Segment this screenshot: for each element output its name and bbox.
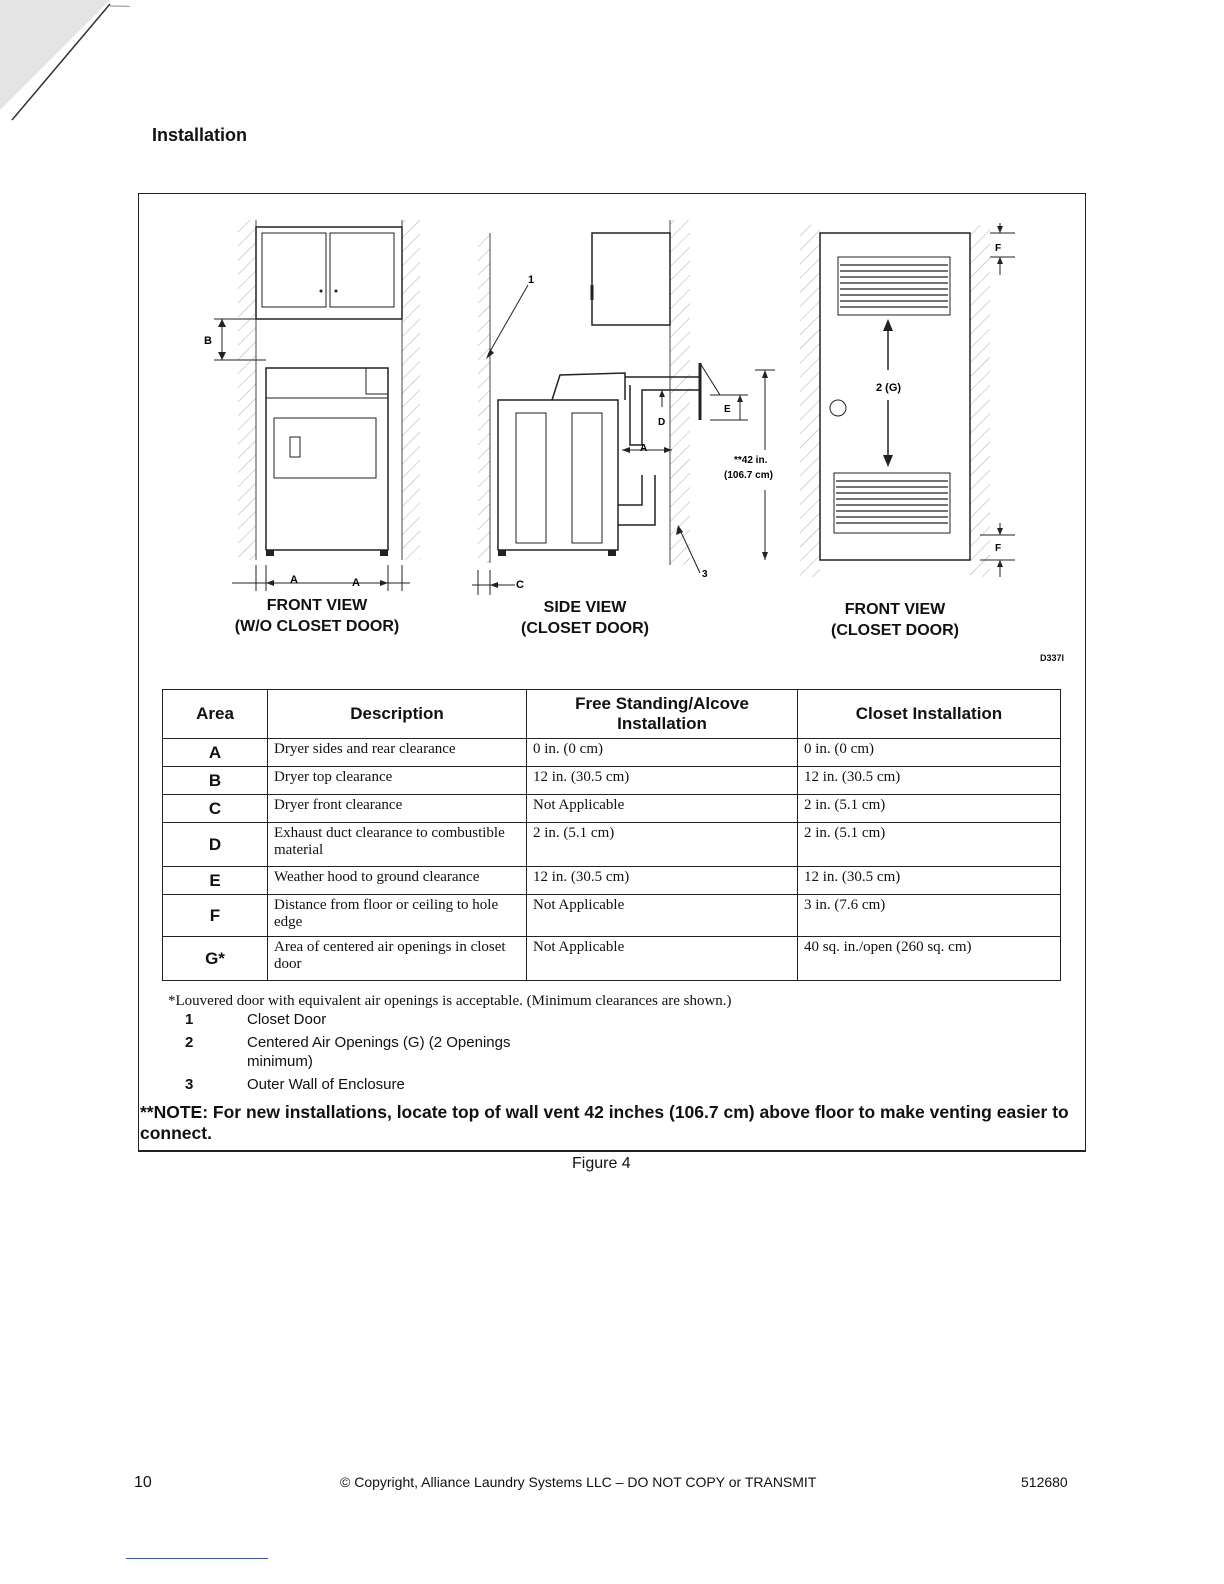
label-b: B	[204, 335, 212, 347]
table-row	[163, 937, 1061, 981]
cell-area: G*	[163, 937, 268, 981]
header-description: Description	[268, 690, 527, 739]
header-closet: Closet Installation	[798, 690, 1061, 739]
cell-description: Weather hood to ground clearance	[268, 867, 527, 895]
label-vent-height-2: (106.7 cm)	[724, 470, 773, 481]
table-row	[163, 739, 1061, 767]
table-row	[163, 867, 1061, 895]
legend-number: 3	[185, 1076, 194, 1093]
cell-free-standing: 12 in. (30.5 cm)	[527, 767, 798, 795]
cell-area: E	[163, 867, 268, 895]
divider	[138, 1151, 1086, 1152]
view-title: FRONT VIEW	[844, 601, 946, 618]
cell-free-standing: Not Applicable	[527, 795, 798, 823]
view-label-side	[480, 597, 690, 639]
legend-number: 2	[185, 1034, 194, 1051]
table-header-row	[163, 690, 1061, 739]
cell-free-standing: 0 in. (0 cm)	[527, 739, 798, 767]
legend-text: Outer Wall of Enclosure	[247, 1076, 405, 1093]
copyright-notice: © Copyright, Alliance Laundry Systems LLC – DO NOT COPY or TRANSMIT	[340, 1474, 817, 1490]
document-number: 512680	[1021, 1474, 1068, 1490]
view-subtitle: (CLOSET DOOR)	[831, 622, 959, 639]
figure-id: D337I	[1040, 653, 1065, 663]
header-area: Area	[163, 690, 268, 739]
cell-area: F	[163, 895, 268, 937]
label-a-right: A	[352, 577, 360, 589]
legend-text: Centered Air Openings (G) (2 Openings	[247, 1034, 511, 1051]
table-row	[163, 795, 1061, 823]
scan-corner-artifact	[0, 0, 130, 140]
cell-closet: 12 in. (30.5 cm)	[798, 767, 1061, 795]
clearance-table	[162, 689, 1061, 981]
cell-free-standing: Not Applicable	[527, 895, 798, 937]
cell-area: D	[163, 823, 268, 867]
label-c: C	[516, 579, 524, 591]
table-footnote: *Louvered door with equivalent air openings is acceptable. (Minimum clearances are shown.)	[168, 993, 732, 1009]
label-a-side: A	[640, 443, 648, 454]
label-f-bottom: F	[995, 543, 1002, 554]
table-row	[163, 823, 1061, 867]
cell-description: Dryer top clearance	[268, 767, 527, 795]
figure-caption: Figure 4	[572, 1155, 631, 1172]
cell-free-standing: 12 in. (30.5 cm)	[527, 867, 798, 895]
header-free-standing	[527, 690, 798, 739]
view-label-front-door	[790, 599, 1000, 641]
cell-description: Area of centered air openings in closet door	[268, 937, 527, 981]
view-subtitle: (CLOSET DOOR)	[521, 620, 649, 637]
legend-item	[185, 1033, 510, 1071]
front-view-closet-door-drawing	[800, 223, 1015, 577]
label-g: 2 (G)	[876, 382, 902, 394]
cell-closet: 2 in. (5.1 cm)	[798, 823, 1061, 867]
label-f-top: F	[995, 243, 1002, 254]
label-vent-height-1: **42 in.	[734, 455, 768, 466]
cell-area: C	[163, 795, 268, 823]
legend-text: Closet Door	[247, 1011, 327, 1028]
cell-area: B	[163, 767, 268, 795]
header-free-standing-line2: Installation	[617, 714, 707, 733]
page-number: 10	[134, 1474, 152, 1491]
label-a-left: A	[290, 574, 298, 586]
side-view-drawing	[472, 220, 775, 595]
cell-description: Exhaust duct clearance to combustible material	[268, 823, 527, 867]
venting-note: **NOTE: For new installations, locate top of wall vent 42 inches (106.7 cm) above floor to make venting easier to connect.	[140, 1102, 1069, 1143]
cell-closet: 2 in. (5.1 cm)	[798, 795, 1061, 823]
cell-free-standing: 2 in. (5.1 cm)	[527, 823, 798, 867]
label-d: D	[658, 417, 666, 428]
view-label-front-no-door	[212, 595, 422, 637]
cell-description: Dryer sides and rear clearance	[268, 739, 527, 767]
label-1: 1	[528, 274, 535, 286]
table-row	[163, 767, 1061, 795]
cell-closet: 0 in. (0 cm)	[798, 739, 1061, 767]
cell-closet: 40 sq. in./open (260 sq. cm)	[798, 937, 1061, 981]
legend-item	[185, 1075, 405, 1094]
view-title: SIDE VIEW	[543, 599, 627, 616]
legend-number: 1	[185, 1011, 194, 1028]
cell-free-standing: Not Applicable	[527, 937, 798, 981]
divider	[126, 1558, 268, 1559]
cell-description: Dryer front clearance	[268, 795, 527, 823]
header-free-standing-line1: Free Standing/Alcove	[575, 694, 749, 713]
cell-area: A	[163, 739, 268, 767]
view-title: FRONT VIEW	[266, 597, 368, 614]
label-3: 3	[702, 569, 708, 580]
front-view-no-door-drawing	[204, 220, 420, 591]
table-row	[163, 895, 1061, 937]
legend-text-cont: minimum)	[247, 1053, 313, 1070]
cell-closet: 3 in. (7.6 cm)	[798, 895, 1061, 937]
label-e: E	[724, 404, 731, 415]
section-title: Installation	[152, 125, 248, 145]
view-subtitle: (W/O CLOSET DOOR)	[234, 618, 400, 635]
cell-closet: 12 in. (30.5 cm)	[798, 867, 1061, 895]
cell-description: Distance from floor or ceiling to hole edge	[268, 895, 527, 937]
legend-item	[185, 1010, 326, 1029]
